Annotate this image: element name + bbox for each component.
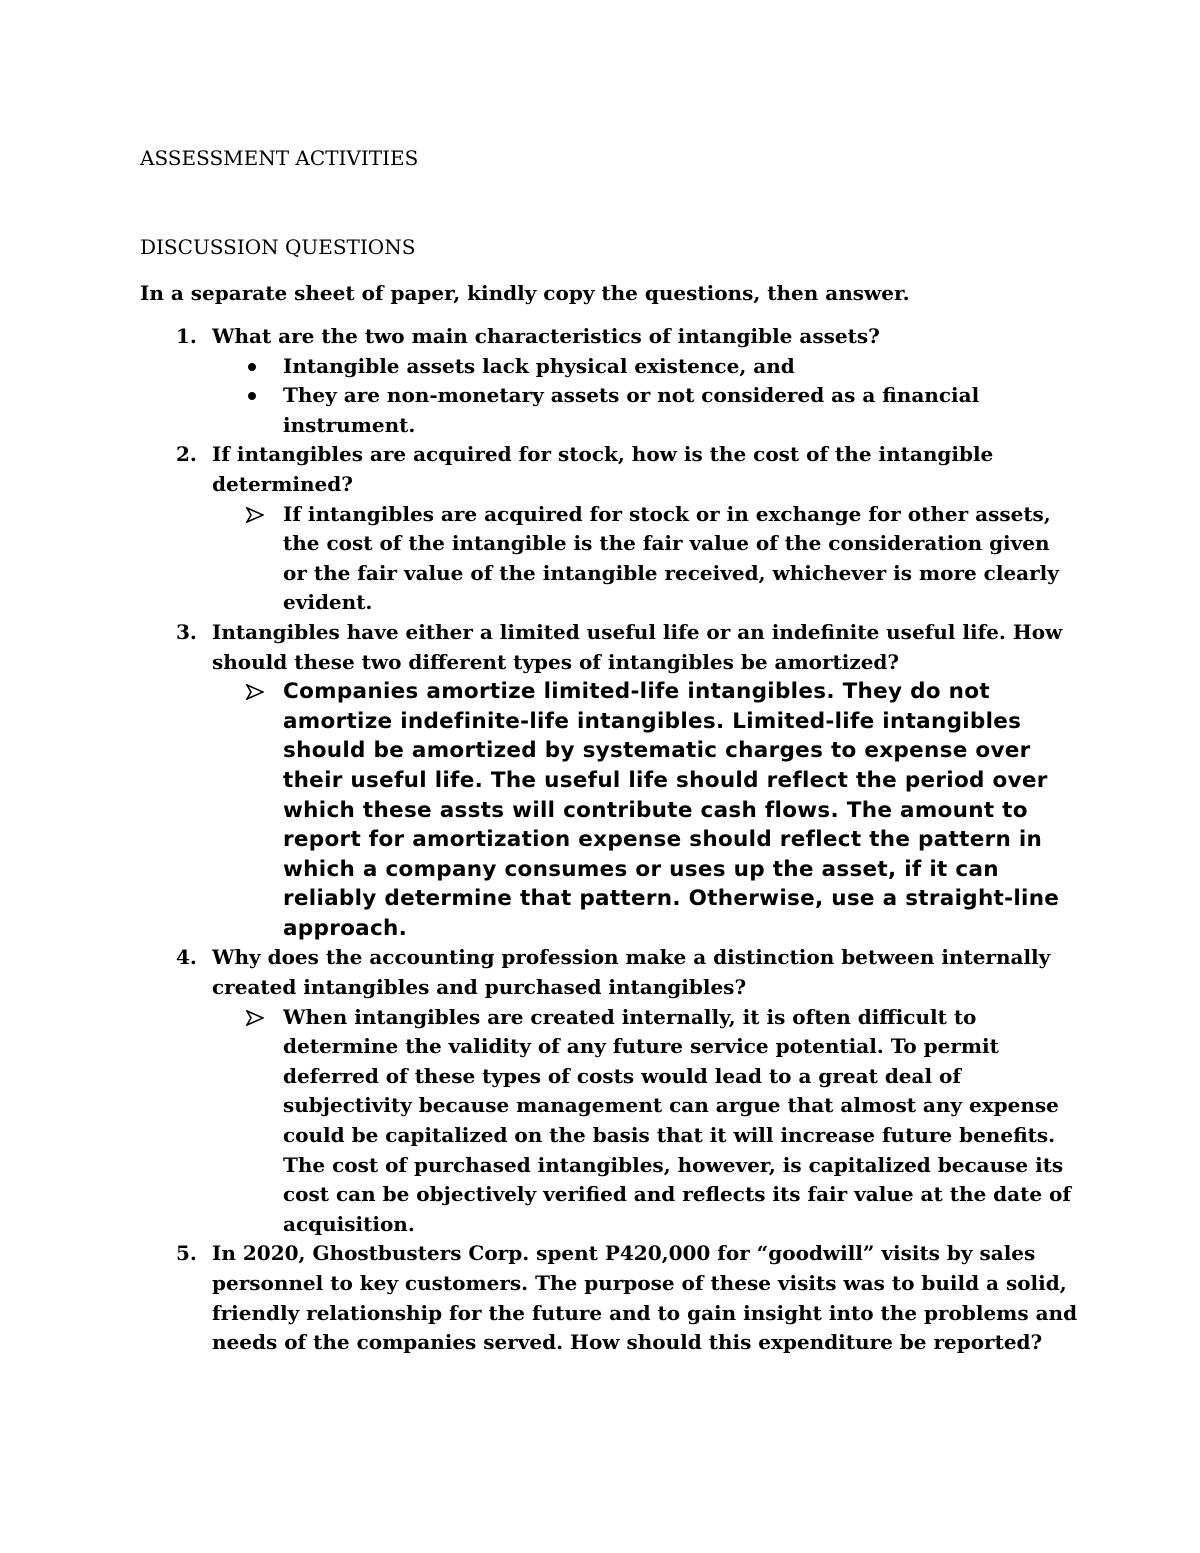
answer-text: Intangible assets lack physical existence, and [283, 353, 795, 378]
question-number: 3. [176, 619, 197, 644]
question-item-1 [140, 322, 1080, 352]
filled-circle-bullet-icon [248, 392, 256, 400]
answer-text: When intangibles are created internally, it is often difficult to determine the validity of any future service potential. To permit deferred of these types of costs would lead to a great deal of subjectivity because management can argue that almost any expense could be capitalized on the basis that it will increase future benefits. The cost of purchased intangibles, however, is capitalized because its cost can be objectively verified and reflects its fair value at the date of acquisition. [283, 1004, 1071, 1236]
instruction-text: In a separate sheet of paper, kindly copy the questions, then answer. [140, 281, 910, 305]
question-text: Intangibles have either a limited useful life or an indefinite useful life. How should these two different types of intangibles be amortized? [212, 619, 1063, 674]
question-text: What are the two main characteristics of intangible assets? [212, 324, 880, 348]
section-heading: DISCUSSION QUESTIONS [140, 235, 416, 259]
question-text: If intangibles are acquired for stock, how is the cost of the intangible determined? [212, 442, 994, 496]
question-item-3 [140, 618, 1080, 677]
question-number: 2. [176, 442, 197, 467]
answer-item [140, 1003, 1080, 1240]
question-number: 4. [176, 945, 197, 970]
page-title: ASSESSMENT ACTIVITIES [140, 146, 419, 170]
answer-text: If intangibles are acquired for stock or in exchange for other assets, the cost of the intangible is the fair value of the consideration given or the fair value of the intangible received, whichever is more clearly evident. [283, 501, 1059, 615]
question-item-5 [140, 1239, 1080, 1357]
question-number: 1. [176, 324, 197, 348]
question-list [140, 322, 1080, 1358]
arrowhead-bullet-icon [246, 507, 264, 523]
question-number: 5. [176, 1241, 197, 1266]
answer-text: Companies amortize limited-life intangibles. They do not amortize indefinite-life intangibles. Limited-life intangibles should be amortized by systematic charges to expense over their useful life. The useful life should reflect the period over which these assts will contribute cash flows. The amount to report for amortization expense should reflect the pattern in which a company consumes or uses up the asset, if it can reliably determine that pattern. Otherwise, use a straight-line approach. [283, 679, 1060, 941]
question-text: Why does the accounting profession make a distinction between internally created intangibles and purchased intangibles? [212, 945, 1051, 1000]
arrowhead-bullet-icon [246, 684, 264, 700]
answer-item [140, 352, 1080, 382]
filled-circle-bullet-icon [248, 363, 256, 371]
answer-item [140, 381, 1080, 440]
question-text: In 2020, Ghostbusters Corp. spent P420,000 for “goodwill” visits by sales personnel to key customers. The purpose of these visits was to build a solid, friendly relationship for the future and to gain insight into the problems and needs of the companies served. How should this expenditure be reported? [212, 1241, 1078, 1355]
arrowhead-bullet-icon [246, 1010, 264, 1026]
answer-text: They are non-monetary assets or not considered as a financial instrument. [283, 383, 980, 437]
answer-item [140, 500, 1080, 618]
question-item-2 [140, 440, 1080, 499]
question-item-4 [140, 943, 1080, 1002]
answer-item [140, 677, 1080, 943]
